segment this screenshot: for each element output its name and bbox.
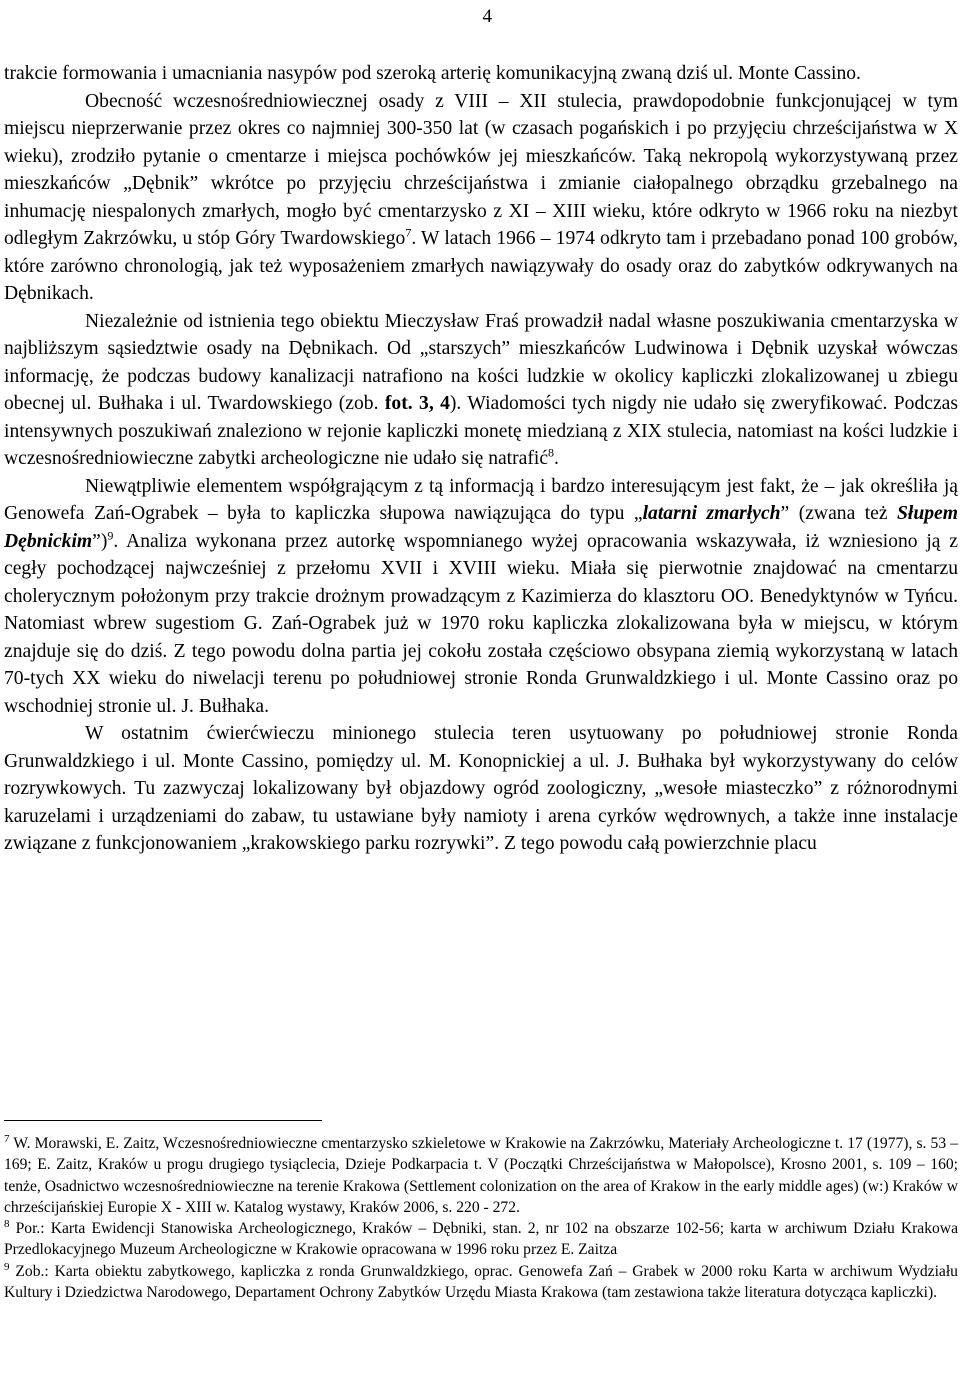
paragraph-4-text-a: Niewątpliwie elementem współgrającym z tą informacją i bardzo interesującym jest fakt, że – jak określiła ją Genowefa Zań-Ograbek – była to kapliczka słupowa nawiązująca do typu „: [4, 475, 958, 524]
footnote-separator: [4, 1120, 322, 1121]
footnote-ref-7[interactable]: 7: [405, 225, 412, 240]
footnote-7: [4, 1133, 958, 1218]
paragraph-2-text-a: Obecność wczesnośredniowiecznej osady z VIII – XII stulecia, prawdopodobnie funkcjonującej w tym miejscu nieprzerwanie przez okres co najmniej 300-350 lat (w czasach pogańskich i po przyjęciu chrześcijaństwa w X wieku), zrodziło pytanie o cmentarze i miejsca pochówków jej mieszkańców. Taką nekropolą wykorzystywaną przez mieszkańców „Dębnik” wkrótce po przyjęciu chrześcijaństwa i zmianie ciałopalnego obrządku grzebalnego na inhumację niespalonych zmarłych, mogło być cmentarzysko z XI – XIII wieku, które odkryto w 1966 roku na niezbyt odległym Zakrzówku, u stóp Góry Twardowskiego: [4, 90, 958, 249]
paragraph-3-text-c: .: [554, 448, 559, 469]
paragraph-4-text-d: . Analiza wykonana przez autorkę wspomnianego wyżej opracowania wskazywała, iż wzniesiono ją z cegły pochodzącej najwcześniej z przełomu XVII i XVIII wieku. Miała się pierwotnie znajdować na cmentarzu cholerycznym położonym przy trakcie drożnym prowadzącym z Kazimierza do klasztoru OO. Benedyktynów w Tyńcu. Natomiast wbrew sugestiom G. Zań-Ograbek już w 1970 roku kapliczka zlokalizowana była w miejscu, w którym znajduje się do dziś. Z tego powodu dolna partia jej cokołu została częściowo obsypana ziemią wykorzystaną w latach 70-tych XX wieku do niwelacji terenu po południowej stronie Ronda Grunwaldzkiego i ul. Monte Cassino oraz po wschodniej stronie ul. J. Bułhaka.: [4, 530, 958, 717]
paragraph-3: [4, 308, 958, 473]
paragraph-4: [4, 473, 958, 721]
footnote-number: 8: [4, 1218, 10, 1230]
paragraph-4-text-b: ” (zwana też: [780, 503, 898, 524]
footnote-8: [4, 1218, 958, 1261]
footnote-ref-8[interactable]: 8: [548, 445, 555, 460]
paragraph-5: [4, 720, 958, 858]
footnote-text: W. Morawski, E. Zaitz, Wczesnośredniowieczne cmentarzysko szkieletowe w Krakowie na Zakrzówku, Materiały Archeologiczne t. 17 (1977), s. 53 – 169; E. Zaitz, Kraków u progu drugiego tysiąclecia, Dzieje Podkarpacia t. V (Początki Chrześcijaństwa w Małopolsce), Krosno 2001, s. 109 – 160; tenże, Osadnictwo wczesnośredniowieczne na terenie Krakowa (Settlement colonization on the area of Krakow in the early middle ages) (w:) Kraków w chrześcijańskiej Europie X - XIII w. Katalog wystawy, Kraków 2006, s. 220 - 272.: [4, 1135, 958, 1216]
paragraph-2-text-b: . W latach 1966 – 1974 odkryto tam i przebadano ponad 100 grobów, które zarówno chronologią, jak też wyposażeniem zmarłych nawiązywały do osady oraz do zabytków odkrywanych na Dębnikach.: [4, 228, 959, 304]
page-number: 4: [482, 6, 492, 27]
footnote-9: [4, 1261, 958, 1304]
footnote-text: Por.: Karta Ewidencji Stanowiska Archeologicznego, Kraków – Dębniki, stan. 2, nr 102 na obszarze 102-56; karta w archiwum Działu Krakowa Przedlokacyjnego Muzeum Archeologiczne w Krakowie opracowana w 1996 roku przez E. Zaitza: [4, 1220, 958, 1259]
paragraph-5-text: W ostatnim ćwierćwieczu minionego stulecia teren usytuowany po południowej stronie Ronda Grunwaldzkiego i ul. Monte Cassino, pomiędzy ul. M. Konopnickiej a ul. J. Bułhaka był wykorzystywany do celów rozrywkowych. Tu zazwyczaj lokalizowany był objazdowy ogród zoologiczny, „wesołe miasteczko” z różnorodnymi karuzelami i urządzeniami do zabaw, tu ustawiane były namioty i arena cyrków wędrownych, a także inne instalacje związane z funkcjonowaniem „krakowskiego parku rozrywki”. Z tego powodu całą powierzchnie placu: [4, 723, 958, 854]
photo-reference: fot. 3, 4: [384, 393, 450, 414]
footnote-number: 9: [4, 1260, 10, 1273]
footnote-number: 7: [4, 1132, 10, 1145]
footnote-text: Zob.: Karta obiektu zabytkowego, kapliczka z ronda Grunwaldzkiego, oprac. Genowefa Zań – Grabek w 2000 roku Karta w archiwum Wydziału Kultury i Dziedzictwa Narodowego, Departament Ochrony Zabytków Urzędu Miasta Krakowa (tam zestawiona także literatura dotycząca kapliczki).: [4, 1262, 958, 1302]
body-text: [4, 60, 958, 858]
paragraph-3-text-a: Niezależnie od istnienia tego obiektu Mieczysław Fraś prowadził nadal własne poszukiwania cmentarzyska w najbliższym sąsiedztwie osady na Dębnikach. Od „starszych” mieszkańców Ludwinowa i Dębnik uzyskał wówczas informację, że podczas budowy kanalizacji natrafiono na kości ludzkie w okolicy kapliczki zlokalizowanej u zbiegu obecnej ul. Bułhaka i ul. Twardowskiego (zob.: [4, 310, 958, 414]
paragraph-2: [4, 88, 958, 308]
paragraph-1-text: trakcie formowania i umacniania nasypów pod szeroką arterię komunikacyjną zwaną dziś ul. Monte Cassino.: [4, 63, 861, 84]
term-latarni-zmarlych: latarni zmarłych: [642, 503, 781, 524]
paragraph-3-text-b: ). Wiadomości tych nigdy nie udało się zweryfikować. Podczas intensywnych poszukiwań znaleziono w rejonie kapliczki monetę miedzianą z XIX stulecia, natomiast na kości ludzkie i wczesnośredniowieczne zabytki archeologiczne nie udało się natrafić: [4, 393, 958, 469]
paragraph-4-text-c: ”): [92, 530, 108, 552]
footnotes: [4, 1133, 958, 1303]
term-slup-debnicki: Słupem Dębnickim: [4, 503, 958, 552]
footnote-ref-9[interactable]: 9: [107, 527, 114, 542]
paragraph-1: [4, 60, 958, 88]
